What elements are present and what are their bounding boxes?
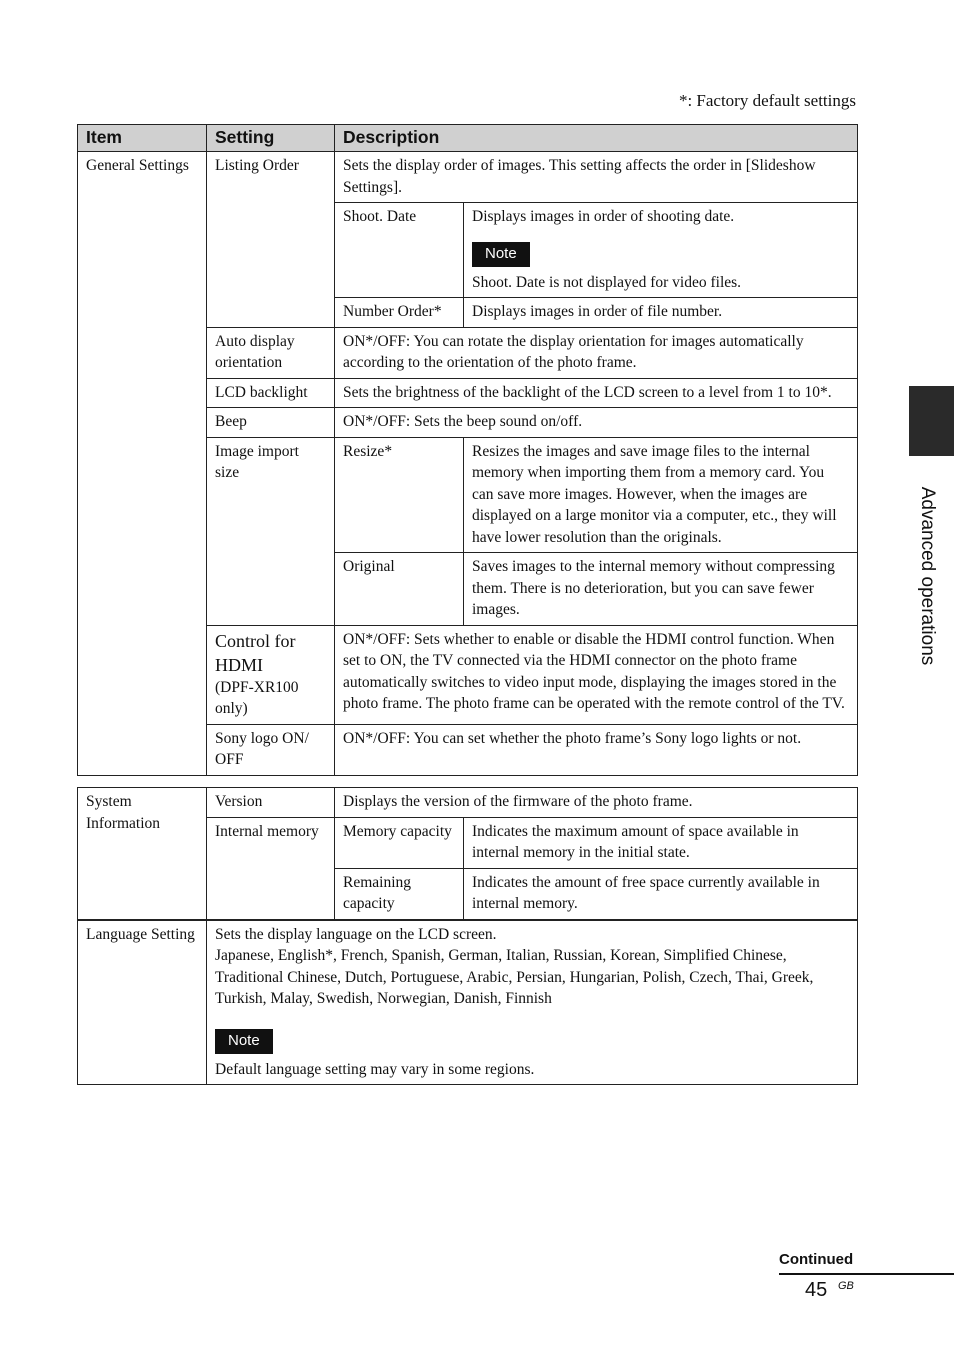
header-description: Description <box>335 125 858 152</box>
page-suffix: GB <box>838 1280 854 1292</box>
shoot-date-text: Displays images in order of shooting date. <box>472 208 735 225</box>
note-badge: Note <box>472 242 530 267</box>
table-header-row <box>78 125 858 152</box>
item-general-settings: General Settings <box>78 152 207 776</box>
section-side-label: Advanced operations <box>917 486 938 666</box>
option-remaining-capacity: Remaining capacity <box>335 868 464 920</box>
option-original: Original <box>335 553 464 626</box>
setting-beep: Beep <box>207 408 335 438</box>
desc-memory-capacity: Indicates the maximum amount of space available in internal memory in the initial state. <box>464 817 858 868</box>
desc-lcd-backlight: Sets the brightness of the backlight of the LCD screen to a level from 1 to 10*. <box>335 378 858 408</box>
option-resize: Resize* <box>335 437 464 553</box>
settings-table-continued <box>77 787 858 1085</box>
header-item: Item <box>78 125 207 152</box>
desc-language-setting <box>207 920 858 1085</box>
setting-sony-logo: Sony logo ON/ OFF <box>207 724 335 775</box>
setting-listing-order: Listing Order <box>207 152 335 328</box>
table-row <box>78 788 858 818</box>
language-intro: Sets the display language on the LCD screen. <box>215 925 497 943</box>
language-list: Japanese, English*, French, Spanish, German, Italian, Russian, Korean, Simplified Chinese, Traditional Chinese, Dutch, Portuguese, Arabic, Persian, Hungarian, Polish, Czech, Thai, Greek, Turkish, Malay, Swedish, Norwegian, Danish, Finnish <box>215 947 814 1007</box>
setting-lcd-backlight: LCD backlight <box>207 378 335 408</box>
desc-sony-logo: ON*/OFF: You can set whether the photo frame’s Sony logo lights or not. <box>335 724 858 775</box>
option-number-order: Number Order* <box>335 298 464 328</box>
setting-version: Version <box>207 788 335 818</box>
settings-table <box>77 124 858 776</box>
continued-rule <box>779 1273 954 1275</box>
desc-beep: ON*/OFF: Sets the beep sound on/off. <box>335 408 858 438</box>
section-tab-marker <box>909 386 954 456</box>
header-setting: Setting <box>207 125 335 152</box>
desc-shoot-date <box>464 203 858 298</box>
desc-resize: Resizes the images and save image files to the internal memory when importing them from a memory card. You can save more images. However, when the images are displayed on a large monitor via a computer, etc., they will have lower resolution than the originals. <box>464 437 858 553</box>
desc-listing-order: Sets the display order of images. This setting affects the order in [Slideshow Settings]. <box>335 152 858 203</box>
setting-image-import-size: Image import size <box>207 437 335 625</box>
desc-original: Saves images to the internal memory without compressing them. There is no deterioration, but you can save fewer images. <box>464 553 858 626</box>
table-row <box>78 152 858 203</box>
continued-label: Continued <box>779 1251 854 1268</box>
desc-control-hdmi: ON*/OFF: Sets whether to enable or disable the HDMI control function. When set to ON, the TV connected via the HDMI connector on the photo frame automatically switches to video input mode, displaying the images stored in the photo frame. The photo frame can be operated with the remote control of the TV. <box>335 625 858 724</box>
setting-internal-memory: Internal memory <box>207 817 335 920</box>
item-language-setting: Language Setting <box>78 920 207 1085</box>
note-text: Shoot. Date is not displayed for video files. <box>472 273 742 291</box>
desc-number-order: Displays images in order of file number. <box>464 298 858 328</box>
item-system-information: System Information <box>78 788 207 920</box>
factory-default-legend: *: Factory default settings <box>678 91 856 110</box>
note-text: Default language setting may vary in some regions. <box>215 1060 535 1078</box>
option-shoot-date: Shoot. Date <box>335 203 464 298</box>
hdmi-sublabel: (DPF-XR100 only) <box>215 678 299 717</box>
setting-control-hdmi <box>207 625 335 724</box>
page-number: 45 <box>805 1279 828 1301</box>
hdmi-label: Control for HDMI <box>215 630 296 675</box>
option-memory-capacity: Memory capacity <box>335 817 464 868</box>
desc-remaining-capacity: Indicates the amount of free space currently available in internal memory. <box>464 868 858 920</box>
setting-auto-display: Auto display orientation <box>207 327 335 378</box>
table-row <box>78 920 858 1085</box>
desc-auto-display: ON*/OFF: You can rotate the display orientation for images automatically according to the orientation of the photo frame. <box>335 327 858 378</box>
note-badge: Note <box>215 1029 273 1054</box>
desc-version: Displays the version of the firmware of the photo frame. <box>335 788 858 818</box>
